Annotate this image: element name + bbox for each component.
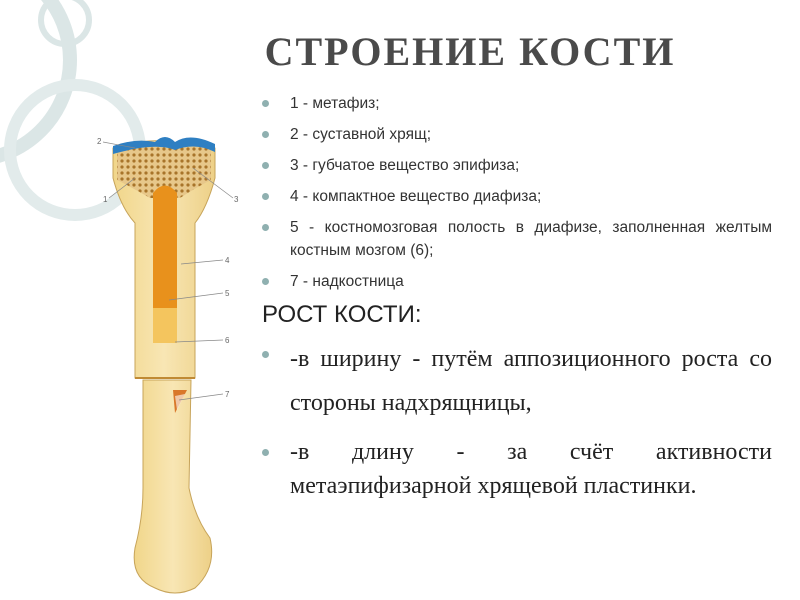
bullet-icon [262, 351, 269, 358]
bullet-icon [262, 193, 269, 200]
structure-list [262, 92, 772, 293]
list-item: 4 - компактное вещество диафиза; [262, 185, 772, 208]
content [262, 92, 772, 513]
bullet-icon [262, 100, 269, 107]
page-title: СТРОЕНИЕ КОСТИ [264, 29, 676, 74]
diagram-label: 2 [97, 137, 102, 146]
bone-shaft-lower [134, 380, 212, 593]
list-item: 3 - губчатое вещество эпифиза; [262, 154, 772, 177]
diagram-label: 6 [225, 336, 230, 345]
bone-diagram [95, 128, 255, 598]
diagram-label: 3 [234, 195, 239, 204]
list-item: -в ширину - путём аппозиционного роста со стороны надхрящницы, [262, 337, 772, 425]
yellow-marrow [153, 308, 177, 343]
bullet-icon [262, 131, 269, 138]
diagram-label: 1 [103, 195, 108, 204]
growth-title: РОСТ КОСТИ: [262, 301, 422, 328]
list-item: 5 - костномозговая полость в диафизе, заполненная желтым костным мозгом (6); [262, 216, 772, 262]
list-item: 1 - метафиз; [262, 92, 772, 115]
diagram-label: 5 [225, 289, 230, 298]
marrow-cavity [153, 186, 177, 329]
bullet-icon [262, 162, 269, 169]
list-item: 7 - надкостница [262, 270, 772, 293]
bullet-icon [262, 449, 269, 456]
diagram-label: 7 [225, 390, 230, 399]
diagram-label: 4 [225, 256, 230, 265]
list-item: -в длину - за счёт активности метаэпифизарной хрящевой пластинки. [262, 435, 772, 503]
growth-list [262, 337, 772, 503]
bullet-icon [262, 224, 269, 231]
bullet-icon [262, 278, 269, 285]
list-item: 2 - суставной хрящ; [262, 123, 772, 146]
